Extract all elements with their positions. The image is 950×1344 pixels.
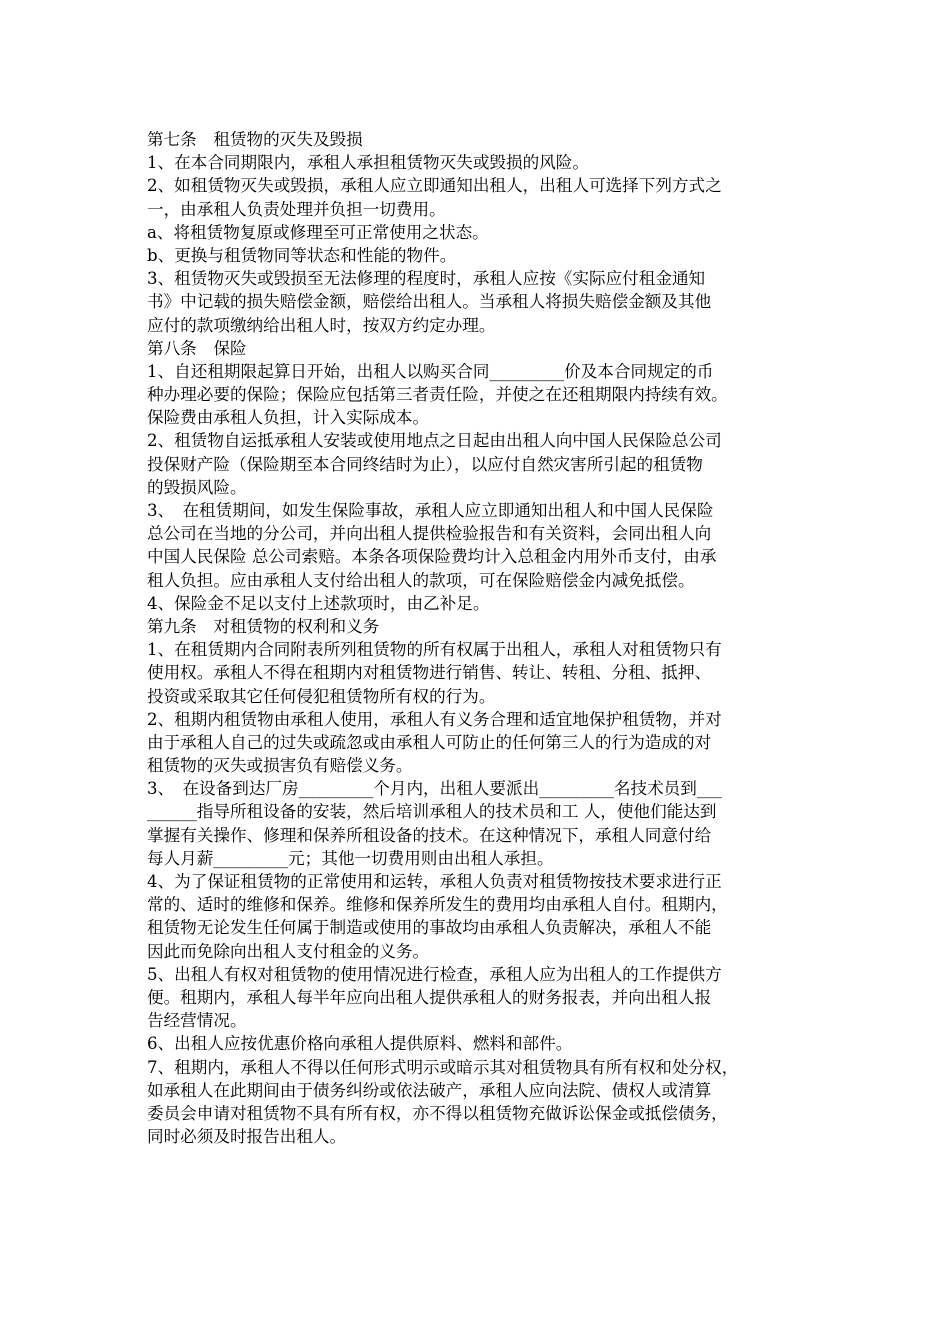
document-body [147, 128, 827, 1148]
text-line: 4、保险金不足以支付上述款项时，由乙补足。 [147, 593, 490, 613]
text-line: 掌握有关操作、修理和保养所租设备的技术。在这种情况下，承租人同意付给 [147, 825, 712, 845]
text-line: 1、在租赁期内合同附表所列租赁物的所有权属于出租人，承租人对租赁物只有 [147, 640, 722, 660]
text-line: 7、租期内，承租人不得以任何形式明示或暗示其对租赁物具有所有权和处分权， [147, 1057, 739, 1077]
text-line: 2、如租赁物灭失或毁损，承租人应立即通知出租人，出租人可选择下列方式之 [147, 176, 722, 196]
text-line: 1、自还租期限起算日开始，出租人以购买合同_________价及本合同规定的币 [147, 361, 714, 381]
text-line: 由于承租人自己的过失或疏忽或由承租人可防止的任何第三人的行为造成的对 [147, 732, 712, 752]
text-line: ______指导所租设备的安装，然后培训承租人的技术员和工 人，使他们能达到 [147, 802, 717, 822]
text-line: 如承租人在此期间由于债务纠纷或依法破产，承租人应向法院、债权人或清算 [147, 1080, 712, 1100]
text-line: 因此而免除向出租人支付租金的义务。 [147, 941, 430, 961]
section-heading-article-8: 第八条 保险 [147, 338, 247, 358]
text-line: 3、 在租赁期间，如发生保险事故，承租人应立即通知出租人和中国人民保险 [147, 501, 714, 520]
text-line: 2、租期内租赁物由承租人使用，承租人有义务合理和适宜地保护租赁物，并对 [147, 709, 722, 729]
text-line: 5、出租人有权对租赁物的使用情况进行检查，承租人应为出租人的工作提供方 [147, 964, 722, 984]
text-line: 租赁物的灭失或损害负有赔偿义务。 [147, 756, 413, 776]
text-line: 1、在本合同期限内，承租人承担租赁物灭失或毁损的风险。 [147, 153, 589, 173]
text-line: 书》中记载的损失赔偿金额，赔偿给出租人。当承租人将损失赔偿金额及其他 [147, 292, 712, 312]
text-line: 投资或采取其它任何侵犯租赁物所有权的行为。 [147, 686, 496, 706]
text-line: 保险费由承租人负担，计入实际成本。 [147, 408, 430, 428]
text-line: 一，由承租人负责处理并负担一切费用。 [147, 199, 446, 219]
text-line: 使用权。承租人不得在租期内对租赁物进行销售、转让、转租、分租、抵押、 [147, 663, 712, 683]
text-line: 总公司在当地的分公司，并向出租人提供检验报告和有关资料，会同出租人向 [147, 524, 712, 544]
text-line: 投保财产险（保险期至本合同终结时为止），以应付自然灾害所引起的租赁物 [147, 454, 703, 474]
text-line: 6、出租人应按优惠价格向承租人提供原料、燃料和部件。 [147, 1034, 573, 1054]
text-line: 同时必须及时报告出租人。 [147, 1127, 347, 1147]
text-line: 2、租赁物自运抵承租人安装或使用地点之日起由出租人向中国人民保险总公司 [147, 431, 722, 451]
text-line: 应付的款项缴纳给出租人时，按双方约定办理。 [147, 315, 496, 335]
text-line: 委员会申请对租赁物不具有所有权，亦不得以租赁物充做诉讼保金或抵偿债务， [147, 1103, 728, 1123]
text-line: 租人负担。应由承租人支付给出租人的款项，可在保险赔偿金内减免抵偿。 [147, 570, 695, 590]
text-line: a、将租赁物复原或修理至可正常使用之状态。 [147, 222, 489, 242]
text-line: 中国人民保险 总公司索赔。本条各项保险费均计入总租金内用外币支付，由承 [147, 547, 717, 567]
text-line: 便。租期内，承租人每半年应向出租人提供承租人的财务报表，并向出租人报 [147, 987, 712, 1007]
text-line: 4、为了保证租赁物的正常使用和运转，承租人负责对租赁物按技术要求进行正 [147, 872, 722, 891]
section-heading-article-7: 第七条 租赁物的灭失及毁损 [147, 130, 363, 149]
text-line: b、更换与租赁物同等状态和性能的物件。 [147, 245, 457, 265]
section-heading-article-9: 第九条 对租赁物的权利和义务 [147, 616, 380, 636]
text-line: 告经营情况。 [147, 1011, 247, 1031]
text-line: 租赁物无论发生任何属于制造或使用的事故均由承租人负责解决，承租人不能 [147, 918, 712, 938]
text-line: 常的、适时的维修和保养。维修和保养所发生的费用均由承租人自付。租期内， [147, 895, 728, 915]
text-line: 的毁损风险。 [147, 477, 247, 497]
text-line: 3、 在设备到达厂房_________个月内，出租人要派出_________名技术员到___ [147, 779, 722, 799]
text-line: 3、租赁物灭失或毁损至无法修理的程度时，承租人应按《实际应付租金通知 [147, 269, 706, 289]
text-line: 每人月薪_________元；其他一切费用则由出租人承担。 [147, 848, 554, 868]
text-line: 种办理必要的保险；保险应包括第三者责任险，并使之在还租期限内持续有效。 [147, 385, 728, 405]
